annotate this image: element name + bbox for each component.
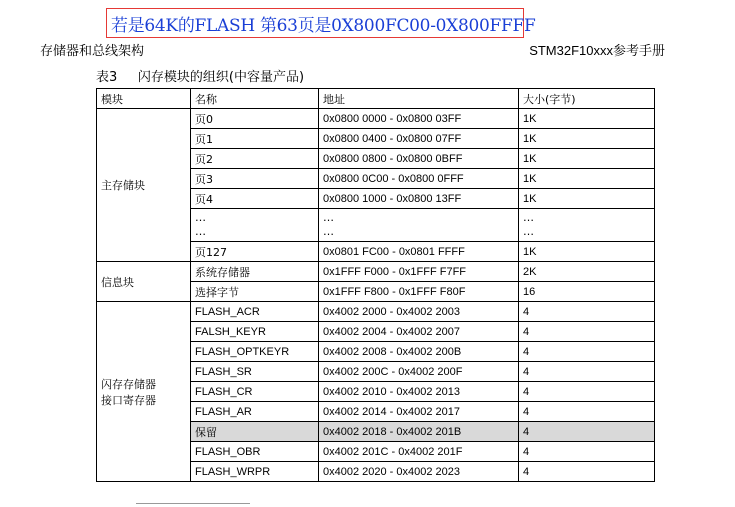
cell-name: FLASH_SR bbox=[191, 362, 319, 382]
cell-name: 页3 bbox=[191, 169, 319, 189]
cell-ellipsis-size: … … bbox=[519, 209, 655, 242]
cell-ellipsis-name: … … bbox=[191, 209, 319, 242]
cell-name: 系统存储器 bbox=[191, 262, 319, 282]
cell-address: 0x4002 2018 - 0x4002 201B bbox=[319, 422, 519, 442]
cell-address: 0x0801 FC00 - 0x0801 FFFF bbox=[319, 242, 519, 262]
cell-size: 4 bbox=[519, 382, 655, 402]
group-main-storage: 主存储块 bbox=[97, 109, 191, 262]
cell-address: 0x0800 0C00 - 0x0800 0FFF bbox=[319, 169, 519, 189]
cell-size: 4 bbox=[519, 302, 655, 322]
cell-name: FLASH_OBR bbox=[191, 442, 319, 462]
cell-size: 4 bbox=[519, 362, 655, 382]
section-title: 存储器和总线架构 bbox=[40, 44, 145, 59]
cell-size: 1K bbox=[519, 242, 655, 262]
cell-size: 1K bbox=[519, 129, 655, 149]
cell-address: 0x4002 200C - 0x4002 200F bbox=[319, 362, 519, 382]
cell-size: 4 bbox=[519, 402, 655, 422]
cell-size: 1K bbox=[519, 169, 655, 189]
table-row bbox=[97, 302, 655, 322]
cell-address: 0x1FFF F000 - 0x1FFF F7FF bbox=[319, 262, 519, 282]
cell-name: 选择字节 bbox=[191, 282, 319, 302]
annotation-text: 若是64K的FLASH 第63页是0X800FC00-0X800FFFF bbox=[111, 16, 536, 36]
cell-size: 16 bbox=[519, 282, 655, 302]
cell-size: 4 bbox=[519, 442, 655, 462]
flash-organization-table bbox=[96, 88, 655, 482]
group-info-block: 信息块 bbox=[97, 262, 191, 302]
cell-address: 0x0800 0800 - 0x0800 0BFF bbox=[319, 149, 519, 169]
cell-name: FLASH_ACR bbox=[191, 302, 319, 322]
cell-address: 0x4002 2010 - 0x4002 2013 bbox=[319, 382, 519, 402]
cell-address: 0x0800 0400 - 0x0800 07FF bbox=[319, 129, 519, 149]
table-row bbox=[97, 262, 655, 282]
cell-address: 0x4002 2000 - 0x4002 2003 bbox=[319, 302, 519, 322]
manual-title: STM32F10xxx参考手册 bbox=[529, 43, 665, 58]
cell-address: 0x0800 1000 - 0x0800 13FF bbox=[319, 189, 519, 209]
cell-size: 2K bbox=[519, 262, 655, 282]
cell-size: 1K bbox=[519, 149, 655, 169]
cell-ellipsis-address: … … bbox=[319, 209, 519, 242]
cell-name: FLASH_AR bbox=[191, 402, 319, 422]
header-size: 大小(字节) bbox=[519, 89, 655, 109]
header-module: 模块 bbox=[97, 89, 191, 109]
cell-name: 页0 bbox=[191, 109, 319, 129]
cell-address: 0x4002 2020 - 0x4002 2023 bbox=[319, 462, 519, 482]
cell-size: 4 bbox=[519, 422, 655, 442]
table-caption: 表3 闪存模块的组织(中容量产品) bbox=[96, 70, 305, 85]
cell-size: 1K bbox=[519, 109, 655, 129]
cell-address: 0x4002 201C - 0x4002 201F bbox=[319, 442, 519, 462]
group-register-block: 闪存存储器 接口寄存器 bbox=[97, 302, 191, 482]
table-header-row bbox=[97, 89, 655, 109]
cell-address: 0x4002 2014 - 0x4002 2017 bbox=[319, 402, 519, 422]
cell-name: FLASH_OPTKEYR bbox=[191, 342, 319, 362]
cell-size: 4 bbox=[519, 462, 655, 482]
cell-name: 页1 bbox=[191, 129, 319, 149]
cell-name: FALSH_KEYR bbox=[191, 322, 319, 342]
cell-name: 页4 bbox=[191, 189, 319, 209]
cell-name: FLASH_CR bbox=[191, 382, 319, 402]
cell-address: 0x1FFF F800 - 0x1FFF F80F bbox=[319, 282, 519, 302]
header-name: 名称 bbox=[191, 89, 319, 109]
cell-name: 页127 bbox=[191, 242, 319, 262]
cell-size: 4 bbox=[519, 342, 655, 362]
page-edge-line bbox=[136, 503, 250, 507]
cell-name: 页2 bbox=[191, 149, 319, 169]
table-row bbox=[97, 109, 655, 129]
cell-size: 4 bbox=[519, 322, 655, 342]
annotation-box bbox=[106, 8, 536, 38]
header-address: 地址 bbox=[319, 89, 519, 109]
cell-size: 1K bbox=[519, 189, 655, 209]
cell-name: 保留 bbox=[191, 422, 319, 442]
cell-name: FLASH_WRPR bbox=[191, 462, 319, 482]
cell-address: 0x4002 2008 - 0x4002 200B bbox=[319, 342, 519, 362]
cell-address: 0x0800 0000 - 0x0800 03FF bbox=[319, 109, 519, 129]
cell-address: 0x4002 2004 - 0x4002 2007 bbox=[319, 322, 519, 342]
